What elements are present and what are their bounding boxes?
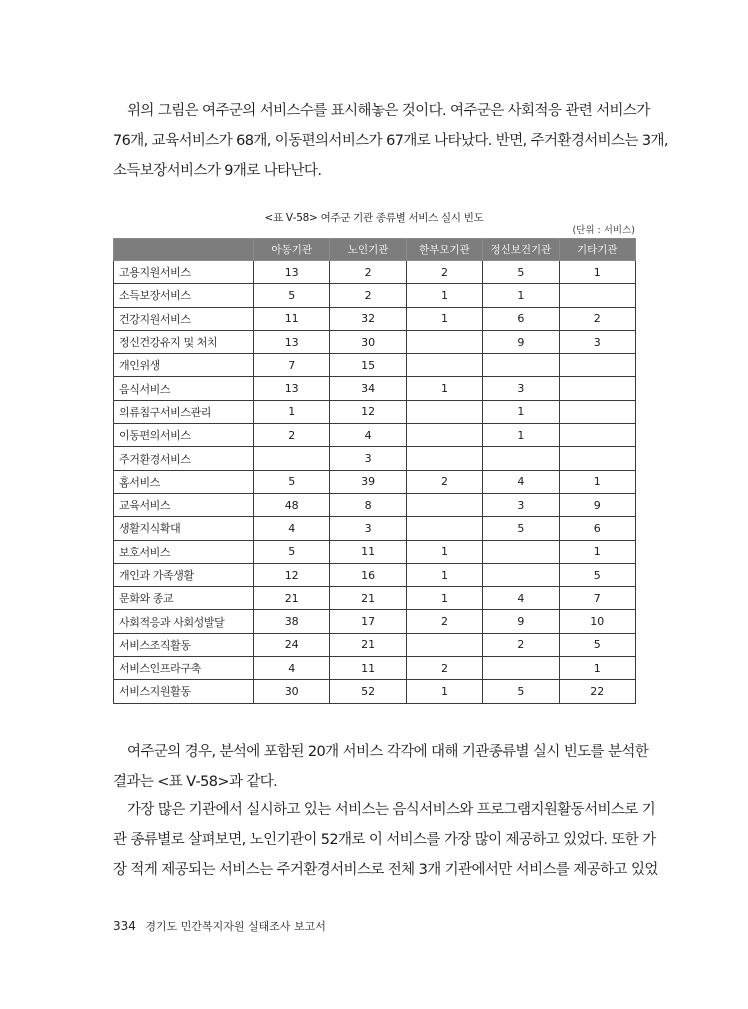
row-label-cell: 사회적응과 사회성발달 <box>114 610 254 633</box>
value-cell <box>406 424 482 447</box>
value-cell: 1 <box>406 563 482 586</box>
value-cell: 2 <box>406 470 482 493</box>
value-cell: 4 <box>330 424 406 447</box>
value-cell: 1 <box>406 377 482 400</box>
row-label-cell: 개인과 가족생활 <box>114 563 254 586</box>
value-cell: 9 <box>559 493 635 516</box>
value-cell: 9 <box>483 330 559 353</box>
value-cell <box>559 354 635 377</box>
value-cell: 5 <box>254 470 330 493</box>
table-row <box>114 307 636 330</box>
value-cell: 11 <box>330 540 406 563</box>
value-cell: 9 <box>483 610 559 633</box>
table-row <box>114 354 636 377</box>
row-label-cell: 개인위생 <box>114 354 254 377</box>
table-row <box>114 610 636 633</box>
value-cell: 1 <box>559 261 635 284</box>
value-cell <box>559 424 635 447</box>
value-cell: 30 <box>254 680 330 703</box>
row-label-cell: 소득보장서비스 <box>114 284 254 307</box>
header-cell: 정신보건기관 <box>483 239 559 261</box>
value-cell: 1 <box>406 284 482 307</box>
paragraph-line: 위의 그림은 여주군의 서비스수를 표시해놓은 것이다. 여주군은 사회적응 관련 서비스가 <box>127 103 650 119</box>
value-cell <box>406 633 482 656</box>
value-cell: 1 <box>483 424 559 447</box>
service-frequency-table <box>113 238 636 704</box>
value-cell: 4 <box>483 587 559 610</box>
header-cell <box>114 239 254 261</box>
value-cell: 6 <box>559 517 635 540</box>
value-cell: 3 <box>559 330 635 353</box>
paragraph-line: 여주군의 경우, 분석에 포함된 20개 서비스 각각에 대해 기관종류별 실시 빈도를 분석한 <box>127 744 649 760</box>
value-cell: 32 <box>330 307 406 330</box>
value-cell: 13 <box>254 261 330 284</box>
value-cell: 10 <box>559 610 635 633</box>
value-cell: 11 <box>330 657 406 680</box>
value-cell: 21 <box>330 633 406 656</box>
value-cell: 5 <box>483 517 559 540</box>
page-footer <box>113 918 326 934</box>
paragraph-line: 장 적게 제공되는 서비스는 주거환경서비스로 전체 3개 기관에서만 서비스를 제공하고 있었 <box>113 862 658 878</box>
row-label-cell: 서비스인프라구축 <box>114 657 254 680</box>
value-cell: 3 <box>330 447 406 470</box>
paragraph-line: 결과는 <표 Ⅴ-58>과 같다. <box>113 774 278 790</box>
row-label-cell: 의류침구서비스관리 <box>114 400 254 423</box>
paragraph-line: 관 종류별로 살펴보면, 노인기관이 52개로 이 서비스를 가장 많이 제공하고 있었다. 또한 가 <box>113 832 656 848</box>
value-cell <box>406 400 482 423</box>
table-row <box>114 517 636 540</box>
value-cell: 1 <box>559 540 635 563</box>
value-cell: 2 <box>330 284 406 307</box>
value-cell: 2 <box>254 424 330 447</box>
table-row <box>114 633 636 656</box>
value-cell: 2 <box>406 261 482 284</box>
paragraph-line: 가장 많은 기관에서 실시하고 있는 서비스는 음식서비스와 프로그램지원활동서비스로 기 <box>127 802 656 818</box>
value-cell: 1 <box>406 587 482 610</box>
row-label-cell: 생활지식확대 <box>114 517 254 540</box>
value-cell: 5 <box>483 680 559 703</box>
paragraph-line: 소득보장서비스가 9개로 나타난다. <box>113 163 322 179</box>
row-label-cell: 홈서비스 <box>114 470 254 493</box>
header-cell: 노인기관 <box>330 239 406 261</box>
value-cell <box>254 447 330 470</box>
value-cell: 17 <box>330 610 406 633</box>
table-row <box>114 447 636 470</box>
row-label-cell: 고용지원서비스 <box>114 261 254 284</box>
table-row <box>114 261 636 284</box>
table-row <box>114 377 636 400</box>
value-cell: 4 <box>483 470 559 493</box>
value-cell: 7 <box>254 354 330 377</box>
value-cell <box>406 447 482 470</box>
table-row <box>114 563 636 586</box>
value-cell: 22 <box>559 680 635 703</box>
value-cell: 1 <box>559 657 635 680</box>
row-label-cell: 문화와 종교 <box>114 587 254 610</box>
value-cell: 2 <box>483 633 559 656</box>
table-row <box>114 493 636 516</box>
value-cell: 1 <box>406 680 482 703</box>
value-cell: 2 <box>330 261 406 284</box>
value-cell <box>559 377 635 400</box>
value-cell: 5 <box>559 633 635 656</box>
table-row <box>114 284 636 307</box>
value-cell: 48 <box>254 493 330 516</box>
value-cell: 7 <box>559 587 635 610</box>
value-cell: 3 <box>483 493 559 516</box>
table-row <box>114 540 636 563</box>
value-cell: 1 <box>483 400 559 423</box>
value-cell: 12 <box>254 563 330 586</box>
paragraph-intro <box>113 96 668 186</box>
value-cell: 13 <box>254 330 330 353</box>
value-cell: 16 <box>330 563 406 586</box>
value-cell: 1 <box>254 400 330 423</box>
value-cell: 13 <box>254 377 330 400</box>
value-cell: 21 <box>330 587 406 610</box>
report-title: 경기도 민간복지자원 실태조사 보고서 <box>145 920 326 933</box>
value-cell: 8 <box>330 493 406 516</box>
value-cell: 3 <box>330 517 406 540</box>
table-row <box>114 400 636 423</box>
value-cell: 38 <box>254 610 330 633</box>
row-label-cell: 서비스조직활동 <box>114 633 254 656</box>
value-cell: 24 <box>254 633 330 656</box>
value-cell <box>559 284 635 307</box>
paragraph-analysis <box>113 795 658 885</box>
value-cell <box>406 517 482 540</box>
value-cell: 30 <box>330 330 406 353</box>
table-row <box>114 680 636 703</box>
table-caption: <표 Ⅴ-58> 여주군 기관 종류별 서비스 실시 빈도 <box>264 212 484 224</box>
row-label-cell: 교육서비스 <box>114 493 254 516</box>
value-cell: 2 <box>406 610 482 633</box>
header-cell: 한부모기관 <box>406 239 482 261</box>
row-label-cell: 서비스지원활동 <box>114 680 254 703</box>
value-cell: 4 <box>254 517 330 540</box>
value-cell <box>406 330 482 353</box>
row-label-cell: 이동편의서비스 <box>114 424 254 447</box>
table-row <box>114 330 636 353</box>
value-cell: 1 <box>483 284 559 307</box>
value-cell: 1 <box>559 470 635 493</box>
value-cell: 3 <box>483 377 559 400</box>
value-cell: 12 <box>330 400 406 423</box>
value-cell: 11 <box>254 307 330 330</box>
table-row <box>114 470 636 493</box>
value-cell: 5 <box>483 261 559 284</box>
table-unit: (단위 : 서비스) <box>572 225 635 236</box>
value-cell: 1 <box>406 307 482 330</box>
value-cell <box>483 540 559 563</box>
page-number: 334 <box>113 919 136 933</box>
value-cell: 5 <box>254 284 330 307</box>
row-label-cell: 보호서비스 <box>114 540 254 563</box>
value-cell: 5 <box>559 563 635 586</box>
value-cell: 6 <box>483 307 559 330</box>
row-label-cell: 음식서비스 <box>114 377 254 400</box>
value-cell <box>483 657 559 680</box>
value-cell: 4 <box>254 657 330 680</box>
value-cell <box>559 400 635 423</box>
value-cell: 52 <box>330 680 406 703</box>
value-cell: 39 <box>330 470 406 493</box>
value-cell <box>483 447 559 470</box>
value-cell <box>483 354 559 377</box>
value-cell <box>406 493 482 516</box>
value-cell <box>559 447 635 470</box>
paragraph-line: 76개, 교육서비스가 68개, 이동편의서비스가 67개로 나타났다. 반면, 주거환경서비스는 3개, <box>113 133 668 149</box>
header-cell: 기타기관 <box>559 239 635 261</box>
value-cell: 2 <box>559 307 635 330</box>
row-label-cell: 건강지원서비스 <box>114 307 254 330</box>
value-cell: 21 <box>254 587 330 610</box>
value-cell: 2 <box>406 657 482 680</box>
row-label-cell: 정신건강유지 및 처치 <box>114 330 254 353</box>
value-cell <box>483 563 559 586</box>
value-cell: 34 <box>330 377 406 400</box>
value-cell: 15 <box>330 354 406 377</box>
header-cell: 아동기관 <box>254 239 330 261</box>
row-label-cell: 주거환경서비스 <box>114 447 254 470</box>
value-cell: 1 <box>406 540 482 563</box>
table-row <box>114 587 636 610</box>
value-cell <box>406 354 482 377</box>
paragraph-summary <box>113 737 649 797</box>
table-row <box>114 657 636 680</box>
table-header-row <box>114 239 636 261</box>
value-cell: 5 <box>254 540 330 563</box>
table-row <box>114 424 636 447</box>
